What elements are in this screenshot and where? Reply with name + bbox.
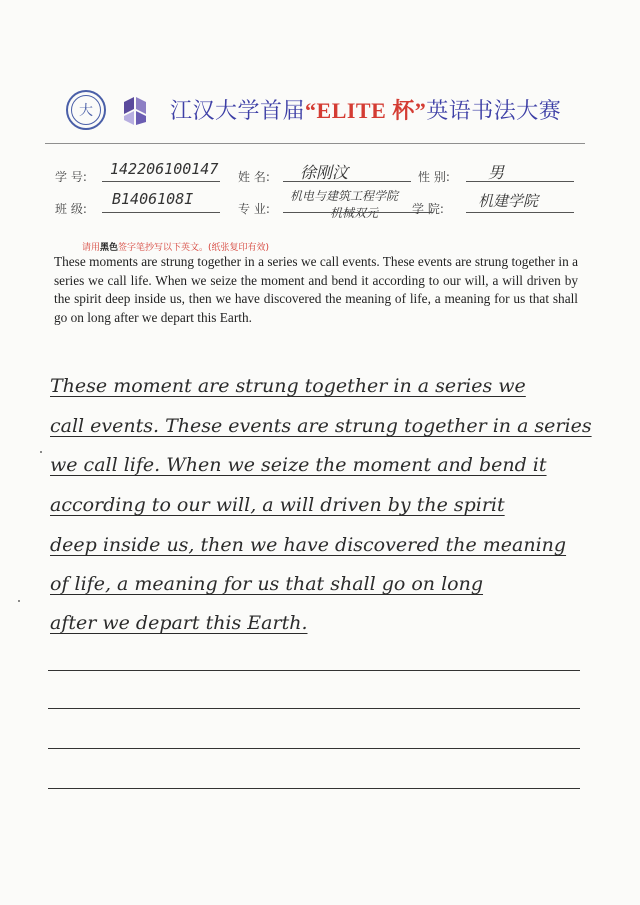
- printed-passage: These moments are strung together in a series we call events. These events are strung together in a series we call life. When we seize the moment and bend it according to our will, a will driven by the spirit deep inside us, then we have discovered the meaning of life, a meaning for us that shall go on long after we depart this Earth.: [54, 254, 578, 325]
- handwritten-line-2: call events. These events are strung together in a series: [50, 415, 592, 437]
- class-value: B1406108I: [112, 190, 194, 208]
- scan-speck: [40, 451, 42, 453]
- title-open-quote: “: [305, 98, 317, 123]
- title-highlight: ELITE 杯: [316, 98, 415, 123]
- class-underline: [102, 212, 220, 213]
- handwritten-line-6: of life, a meaning for us that shall go on long: [50, 573, 484, 595]
- name-label: 姓 名:: [238, 170, 270, 184]
- blank-ruled-line: [48, 748, 580, 749]
- contest-title: [170, 94, 561, 125]
- instruction-emphasis: 黑色: [100, 243, 119, 253]
- title-suffix: 英语书法大赛: [426, 99, 562, 124]
- handwritten-line-5: deep inside us, then we have discovered the meaning: [50, 534, 567, 556]
- name-value: 徐刚汶: [300, 163, 349, 182]
- instruction-prefix: 请用: [82, 243, 101, 253]
- header-divider: [45, 143, 585, 144]
- blank-ruled-line: [48, 708, 580, 709]
- major-underline: [283, 212, 433, 213]
- gender-value: 男: [488, 163, 505, 182]
- college-label: 学 院:: [412, 202, 444, 216]
- blank-ruled-line: [48, 788, 580, 789]
- handwritten-line-4: according to our will, a will driven by the spirit: [50, 494, 505, 516]
- name-underline: [283, 181, 411, 182]
- class-label: 班 级:: [55, 202, 87, 216]
- college-value: 机建学院: [478, 192, 539, 210]
- instruction-suffix: 签字笔抄写以下英文。(纸张复印有效): [118, 243, 270, 253]
- student-id-value: 142206100147: [110, 160, 219, 178]
- student-id-label: 学 号:: [55, 170, 87, 184]
- major-label: 专 业:: [238, 202, 270, 216]
- scan-speck: [18, 600, 20, 602]
- handwritten-line-3: we call life. When we seize the moment and bend it: [50, 454, 547, 476]
- title-prefix: 江汉大学首届: [170, 99, 306, 124]
- handwritten-line-7: after we depart this Earth.: [50, 612, 308, 634]
- title-close-quote: ”: [414, 98, 427, 123]
- contest-logo-icon: [120, 94, 150, 128]
- student-id-underline: [102, 181, 220, 182]
- instruction-text: [82, 240, 269, 253]
- contest-header: [60, 88, 620, 136]
- major-value-line2: 机械双元: [330, 206, 379, 220]
- college-underline: [466, 212, 574, 213]
- seal-glyph: 大: [71, 95, 101, 125]
- blank-ruled-line: [48, 670, 580, 671]
- major-value-line1: 机电与建筑工程学院: [290, 189, 399, 203]
- university-seal-icon: [66, 90, 106, 130]
- gender-label: 性 别:: [418, 170, 450, 184]
- gender-underline: [466, 181, 574, 182]
- handwritten-line-1: These moment are strung together in a series we: [50, 375, 526, 397]
